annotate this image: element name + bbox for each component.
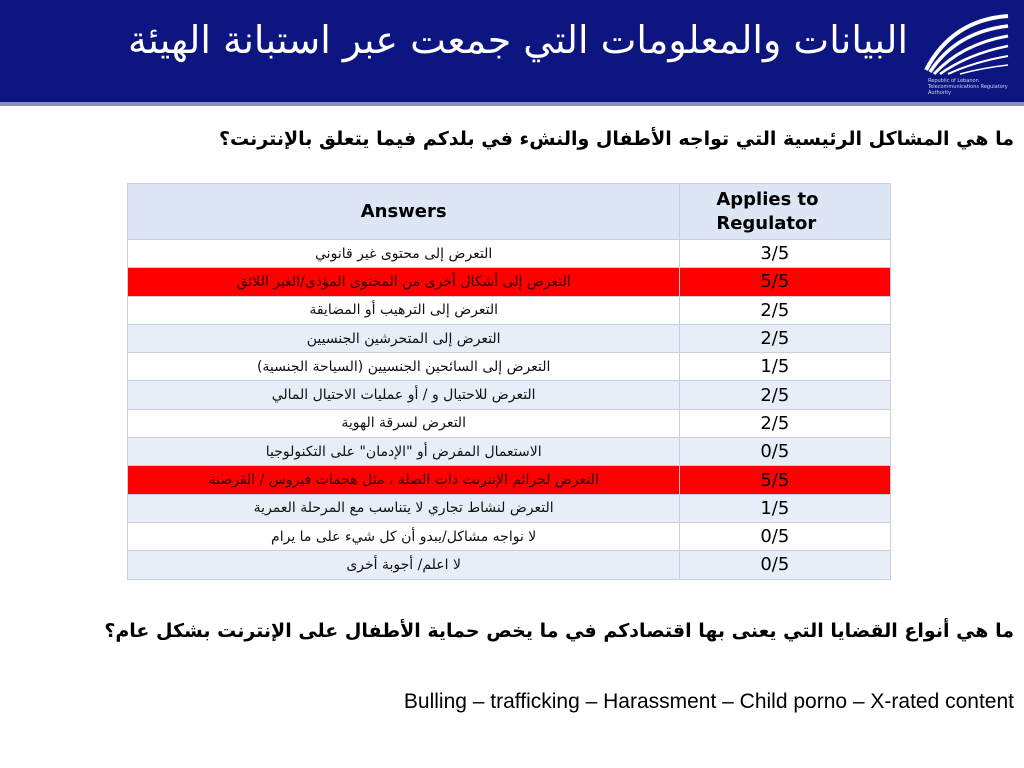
value-cell: 2/5 [680,324,891,352]
column-header-answers: Answers [128,184,680,240]
question-2: ما هي أنواع القضايا التي يعنى بها اقتصادكم في ما يخص حماية الأطفال على الإنترنت بشكل عام؟ [104,620,1014,642]
table-body [128,240,891,580]
answer-cell: التعرض إلى أشكال أخرى من المحتوى المؤذي/الغير اللائق [128,268,680,296]
table-row [128,353,891,381]
value-cell: 0/5 [680,551,891,579]
table-row [128,240,891,268]
question-1: ما هي المشاكل الرئيسية التي تواجه الأطفال والنشء في بلدكم فيما يتعلق بالإنترنت؟ [219,128,1014,150]
value-cell: 5/5 [680,466,891,494]
table-row [128,268,891,296]
answer-cell: التعرض لنشاط تجاري لا يتناسب مع المرحلة العمرية [128,494,680,522]
table-row [128,551,891,579]
value-cell: 2/5 [680,409,891,437]
answer-cell: التعرض للاحتيال و / أو عمليات الاحتيال المالي [128,381,680,409]
value-cell: 0/5 [680,438,891,466]
answer-cell: التعرض إلى محتوى غير قانوني [128,240,680,268]
value-cell: 1/5 [680,494,891,522]
value-cell: 2/5 [680,381,891,409]
column-header-applies: Applies to Regulator [680,184,891,240]
answer-cell: الاستعمال المفرض أو "الإدمان" على التكنولوجيا [128,438,680,466]
value-cell: 2/5 [680,296,891,324]
value-cell: 3/5 [680,240,891,268]
answer-cell: التعرض إلى المتحرشين الجنسيين [128,324,680,352]
table-row [128,296,891,324]
table-row [128,438,891,466]
value-cell: 0/5 [680,522,891,550]
value-cell: 5/5 [680,268,891,296]
table-row [128,409,891,437]
answer-cell: التعرض لجرائم الإنترنت ذات الصلة ، مثل هجمات فيروس / القرصنة [128,466,680,494]
logo-caption: Republic of Lebanon Telecommunications Regulatory Authority [928,78,1008,96]
table-row [128,494,891,522]
table-row [128,522,891,550]
answer-cell: التعرض إلى السائحين الجنسيين (السياحة الجنسية) [128,353,680,381]
page-title: البيانات والمعلومات التي جمعت عبر استبانة الهيئة [127,18,908,62]
answer-cell: التعرض لسرقة الهوية [128,409,680,437]
answer-2: Bulling – trafficking – Harassment – Child porno – X-rated content [403,690,1014,713]
tra-logo [910,0,1024,102]
answer-cell: لا اعلم/ أجوبة أخرى [128,551,680,579]
header-divider [0,102,1024,106]
table-row [128,324,891,352]
table-row [128,381,891,409]
answer-cell: لا نواجه مشاكل/يبدو أن كل شيء على ما يرام [128,522,680,550]
table-header-row [128,184,891,240]
header-bar [0,0,1024,102]
answer-cell: التعرض إلى الترهيب أو المضايقة [128,296,680,324]
value-cell: 1/5 [680,353,891,381]
logo-wave-icon [922,10,1012,76]
table-row [128,466,891,494]
answers-table [127,183,891,580]
